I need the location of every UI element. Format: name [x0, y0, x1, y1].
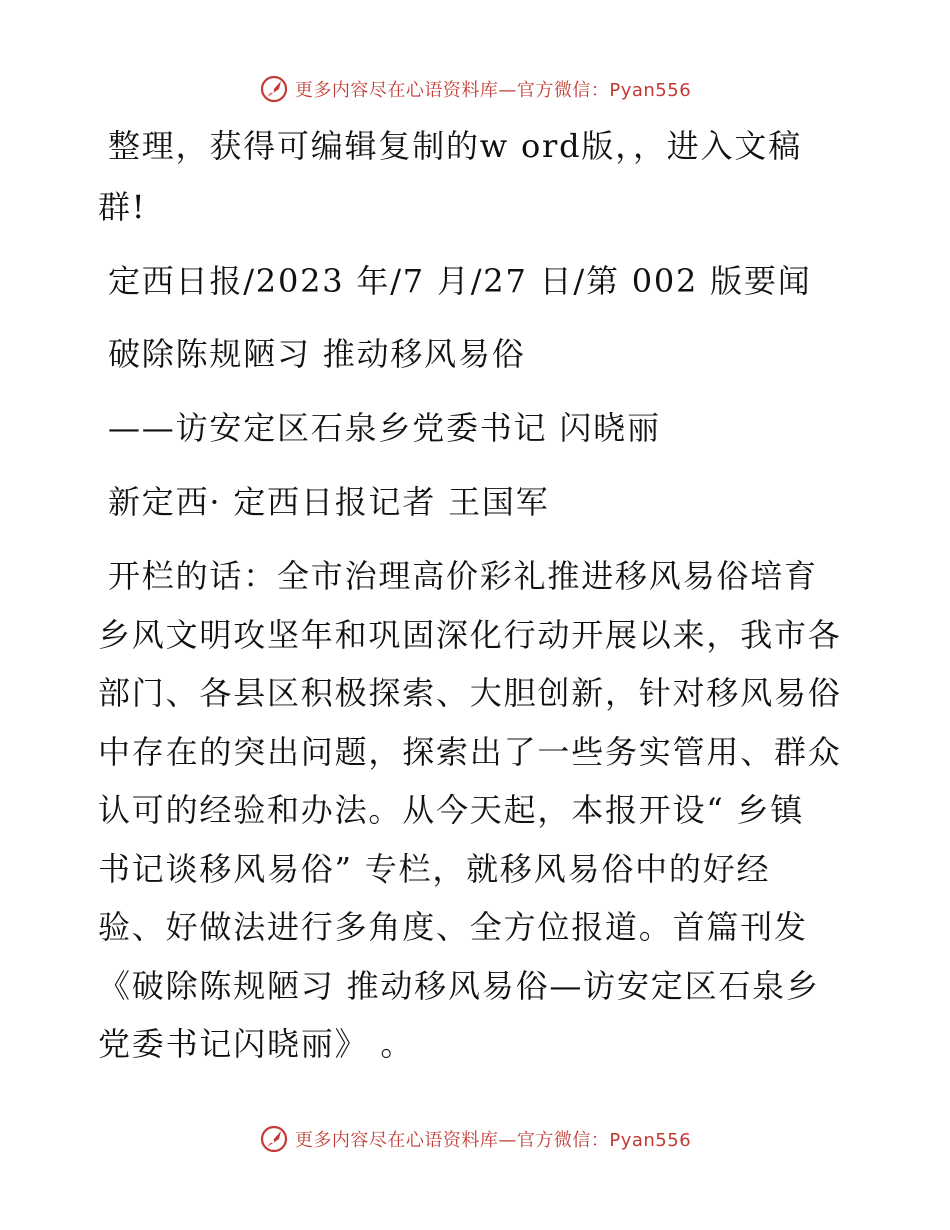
byline: 新定西· 定西日报记者 王国军: [108, 483, 550, 521]
quill-logo-icon: [259, 74, 289, 104]
text-line: 验、好做法进行多角度、全方位报道。首篇刊发: [98, 908, 808, 946]
text-line: 中存在的突出问题，探索出了一些务实管用、群众: [98, 733, 842, 771]
text-line: 乡风文明攻坚年和巩固深化行动开展以来，我市各: [98, 616, 842, 654]
text-line: 整理，获得可编辑复制的w ord版，，进入文稿: [108, 127, 803, 165]
text-line: 认可的经验和办法。从今天起，本报开设“ 乡镇: [98, 791, 805, 829]
quill-logo-icon: [259, 1124, 289, 1154]
header-banner: [0, 72, 950, 106]
footer-banner: [0, 1122, 950, 1156]
text-line: 部门、各县区积极探索、大胆创新，针对移风易俗: [98, 674, 842, 712]
text-line: 书记谈移风易俗” 专栏，就移风易俗中的好经: [98, 850, 771, 888]
text-line: 群!: [98, 188, 147, 226]
text-line: 《破除陈规陋习 推动移风易俗—访安定区石泉乡: [98, 967, 820, 1005]
text-line: 党委书记闪晓丽》 。: [98, 1025, 415, 1063]
text-line: 定西日报/2023 年/7 月/27 日/第 002 版要闻: [108, 262, 812, 300]
banner-text: 更多内容尽在心语资料库—官方微信：Pyan556: [294, 1130, 692, 1151]
banner-text: 更多内容尽在心语资料库—官方微信：Pyan556: [294, 80, 692, 101]
text-line: 开栏的话：全市治理高价彩礼推进移风易俗培育: [108, 557, 818, 595]
headline: 破除陈规陋习 推动移风易俗: [108, 335, 526, 373]
subheadline: ——访安定区石泉乡党委书记 闪晓丽: [108, 409, 661, 447]
